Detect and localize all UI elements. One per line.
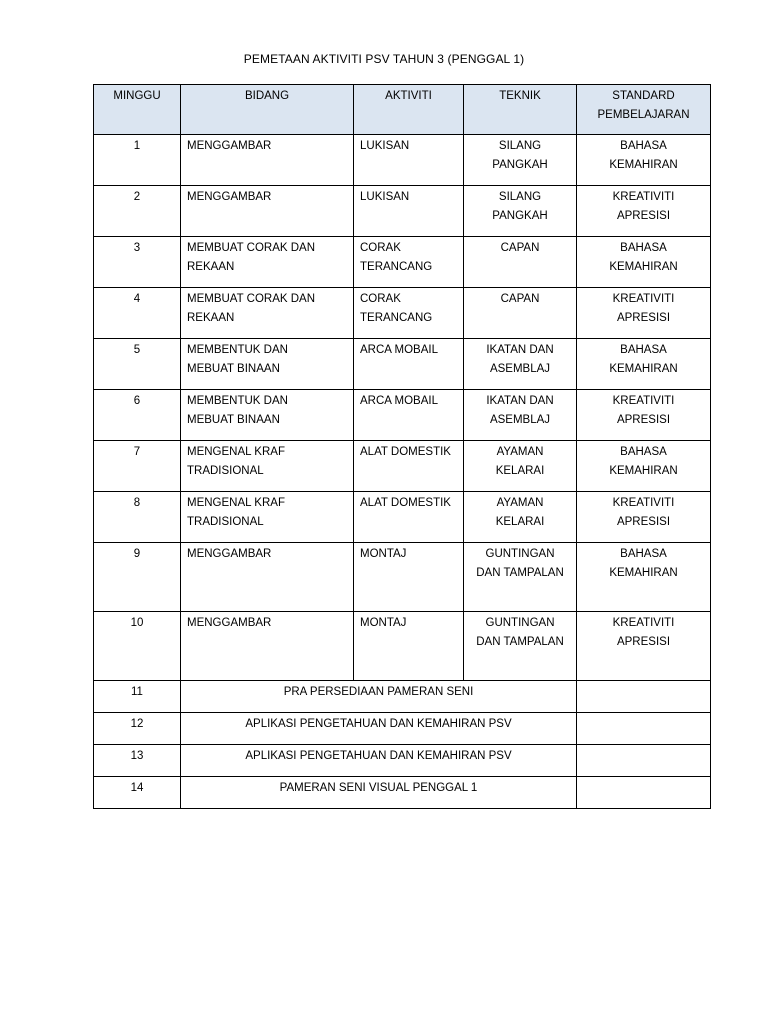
cell-minggu: 9 xyxy=(94,543,181,612)
cell-standard xyxy=(577,390,711,441)
cell-bidang xyxy=(181,237,354,288)
cell-minggu: 6 xyxy=(94,390,181,441)
cell-standard-line: KREATIVITI xyxy=(612,293,675,305)
cell-teknik-line: PANGKAH xyxy=(492,210,548,222)
cell-standard-line: KREATIVITI xyxy=(612,497,675,509)
cell-bidang-line: REKAAN xyxy=(187,312,235,324)
cell-teknik xyxy=(464,390,577,441)
cell-standard-line: APRESISI xyxy=(616,516,671,528)
cell-minggu: 8 xyxy=(94,492,181,543)
cell-teknik xyxy=(464,441,577,492)
table-header xyxy=(94,85,711,135)
cell-span-activity: PRA PERSEDIAAN PAMERAN SENI xyxy=(181,681,577,713)
cell-aktiviti xyxy=(354,612,464,681)
cell-bidang xyxy=(181,441,354,492)
cell-teknik-line: ASEMBLAJ xyxy=(489,363,551,375)
cell-bidang-line: MENGGAMBAR xyxy=(187,140,272,152)
cell-standard xyxy=(577,135,711,186)
table-row xyxy=(94,186,711,237)
cell-bidang-line: MEMBUAT CORAK DAN xyxy=(187,242,316,254)
cell-aktiviti-line: CORAK xyxy=(360,293,401,305)
cell-aktiviti-line: MONTAJ xyxy=(360,617,407,629)
cell-standard-line: APRESISI xyxy=(616,414,671,426)
cell-standard-line: BAHASA xyxy=(620,344,667,356)
cell-standard-empty xyxy=(577,713,711,745)
cell-aktiviti xyxy=(354,135,464,186)
cell-bidang-line: MEBUAT BINAAN xyxy=(187,414,280,426)
cell-bidang xyxy=(181,339,354,390)
cell-standard-line: APRESISI xyxy=(616,312,671,324)
cell-minggu: 14 xyxy=(94,777,181,809)
cell-bidang xyxy=(181,186,354,237)
header-teknik: TEKNIK xyxy=(464,85,577,135)
cell-standard-line: KREATIVITI xyxy=(612,191,675,203)
header-row xyxy=(94,85,711,135)
cell-teknik xyxy=(464,237,577,288)
table-row xyxy=(94,390,711,441)
cell-teknik xyxy=(464,186,577,237)
cell-standard xyxy=(577,492,711,543)
cell-bidang-line: MENGGAMBAR xyxy=(187,191,272,203)
cell-aktiviti-line: ALAT DOMESTIK xyxy=(360,446,451,458)
cell-bidang-line: TRADISIONAL xyxy=(187,516,264,528)
cell-aktiviti xyxy=(354,543,464,612)
table-row-span xyxy=(94,777,711,809)
activity-mapping-table xyxy=(93,84,711,809)
cell-bidang xyxy=(181,612,354,681)
cell-standard-empty xyxy=(577,777,711,809)
cell-bidang xyxy=(181,135,354,186)
cell-standard-line: BAHASA xyxy=(620,446,667,458)
cell-teknik-line: CAPAN xyxy=(500,293,540,305)
cell-bidang xyxy=(181,492,354,543)
cell-standard-line: KEMAHIRAN xyxy=(609,465,678,477)
cell-teknik-line: AYAMAN xyxy=(496,497,544,509)
cell-standard-line: KEMAHIRAN xyxy=(609,159,678,171)
cell-span-activity: PAMERAN SENI VISUAL PENGGAL 1 xyxy=(181,777,577,809)
cell-span-activity: APLIKASI PENGETAHUAN DAN KEMAHIRAN PSV xyxy=(181,713,577,745)
cell-standard xyxy=(577,339,711,390)
header-standard xyxy=(577,85,711,135)
cell-minggu: 7 xyxy=(94,441,181,492)
cell-teknik xyxy=(464,288,577,339)
cell-minggu: 1 xyxy=(94,135,181,186)
header-bidang: BIDANG xyxy=(181,85,354,135)
cell-bidang-line: MEMBENTUK DAN xyxy=(187,344,288,356)
cell-minggu: 2 xyxy=(94,186,181,237)
cell-aktiviti-line: ARCA MOBAIL xyxy=(360,344,438,356)
cell-bidang-line: MENGENAL KRAF xyxy=(187,497,285,509)
cell-teknik-line: AYAMAN xyxy=(496,446,544,458)
cell-standard-line: KREATIVITI xyxy=(612,395,675,407)
table-row xyxy=(94,543,711,612)
cell-standard xyxy=(577,612,711,681)
cell-standard-line: APRESISI xyxy=(616,210,671,222)
cell-teknik-line: SILANG xyxy=(498,191,542,203)
table-row-span xyxy=(94,745,711,777)
cell-aktiviti xyxy=(354,441,464,492)
cell-teknik-line: IKATAN DAN xyxy=(486,395,554,407)
cell-teknik xyxy=(464,543,577,612)
cell-standard xyxy=(577,441,711,492)
cell-bidang-line: MEBUAT BINAAN xyxy=(187,363,280,375)
cell-standard-line: BAHASA xyxy=(620,548,667,560)
cell-minggu: 4 xyxy=(94,288,181,339)
cell-teknik-line: KELARAI xyxy=(495,465,545,477)
table-body xyxy=(94,135,711,809)
table-row xyxy=(94,237,711,288)
table-row xyxy=(94,135,711,186)
cell-bidang-line: MENGENAL KRAF xyxy=(187,446,285,458)
cell-aktiviti xyxy=(354,237,464,288)
cell-teknik-line: SILANG xyxy=(498,140,542,152)
cell-aktiviti-line: MONTAJ xyxy=(360,548,407,560)
cell-standard-line: BAHASA xyxy=(620,242,667,254)
cell-aktiviti-line: ARCA MOBAIL xyxy=(360,395,438,407)
cell-teknik xyxy=(464,492,577,543)
cell-standard-line: KEMAHIRAN xyxy=(609,567,678,579)
table-row xyxy=(94,288,711,339)
cell-teknik-line: GUNTINGAN xyxy=(485,548,555,560)
cell-bidang-line: MENGGAMBAR xyxy=(187,548,272,560)
cell-minggu: 11 xyxy=(94,681,181,713)
cell-standard-line: KEMAHIRAN xyxy=(609,363,678,375)
table-row-span xyxy=(94,713,711,745)
cell-standard xyxy=(577,543,711,612)
cell-standard xyxy=(577,237,711,288)
cell-teknik xyxy=(464,135,577,186)
table-row xyxy=(94,339,711,390)
cell-aktiviti xyxy=(354,390,464,441)
cell-bidang-line: REKAAN xyxy=(187,261,235,273)
table-row xyxy=(94,612,711,681)
cell-standard-line: KREATIVITI xyxy=(612,617,675,629)
cell-standard-line: BAHASA xyxy=(620,140,667,152)
cell-bidang-line: TRADISIONAL xyxy=(187,465,264,477)
cell-bidang-line: MENGGAMBAR xyxy=(187,617,272,629)
cell-teknik-line: IKATAN DAN xyxy=(486,344,554,356)
cell-teknik-line: ASEMBLAJ xyxy=(489,414,551,426)
cell-teknik xyxy=(464,612,577,681)
cell-teknik-line: DAN TAMPALAN xyxy=(476,567,564,579)
table-row-span xyxy=(94,681,711,713)
cell-span-activity: APLIKASI PENGETAHUAN DAN KEMAHIRAN PSV xyxy=(181,745,577,777)
cell-standard-line: KEMAHIRAN xyxy=(609,261,678,273)
cell-bidang xyxy=(181,288,354,339)
header-aktiviti: AKTIVITI xyxy=(354,85,464,135)
cell-aktiviti xyxy=(354,492,464,543)
cell-aktiviti-line: CORAK xyxy=(360,242,401,254)
cell-standard xyxy=(577,288,711,339)
cell-aktiviti-line: ALAT DOMESTIK xyxy=(360,497,451,509)
cell-teknik-line: PANGKAH xyxy=(492,159,548,171)
cell-aktiviti-line: TERANCANG xyxy=(360,261,433,273)
cell-standard-line: APRESISI xyxy=(616,636,671,648)
cell-teknik-line: KELARAI xyxy=(495,516,545,528)
document-title: PEMETAAN AKTIVITI PSV TAHUN 3 (PENGGAL 1) xyxy=(243,52,525,66)
table-row xyxy=(94,441,711,492)
cell-standard-empty xyxy=(577,745,711,777)
cell-teknik-line: CAPAN xyxy=(500,242,540,254)
cell-aktiviti-line: TERANCANG xyxy=(360,312,433,324)
header-standard-line: PEMBELAJARAN xyxy=(597,109,690,121)
header-standard-line: STANDARD xyxy=(612,90,675,102)
cell-minggu: 3 xyxy=(94,237,181,288)
cell-standard-empty xyxy=(577,681,711,713)
cell-teknik xyxy=(464,339,577,390)
cell-aktiviti xyxy=(354,339,464,390)
cell-minggu: 10 xyxy=(94,612,181,681)
cell-aktiviti xyxy=(354,186,464,237)
cell-aktiviti-line: LUKISAN xyxy=(360,140,410,152)
cell-bidang xyxy=(181,390,354,441)
table-row xyxy=(94,492,711,543)
cell-teknik-line: DAN TAMPALAN xyxy=(476,636,564,648)
cell-standard xyxy=(577,186,711,237)
cell-minggu: 12 xyxy=(94,713,181,745)
cell-bidang-line: MEMBENTUK DAN xyxy=(187,395,288,407)
cell-bidang-line: MEMBUAT CORAK DAN xyxy=(187,293,316,305)
header-minggu: MINGGU xyxy=(94,85,181,135)
cell-aktiviti-line: LUKISAN xyxy=(360,191,410,203)
cell-bidang xyxy=(181,543,354,612)
cell-minggu: 5 xyxy=(94,339,181,390)
cell-minggu: 13 xyxy=(94,745,181,777)
cell-aktiviti xyxy=(354,288,464,339)
cell-teknik-line: GUNTINGAN xyxy=(485,617,555,629)
